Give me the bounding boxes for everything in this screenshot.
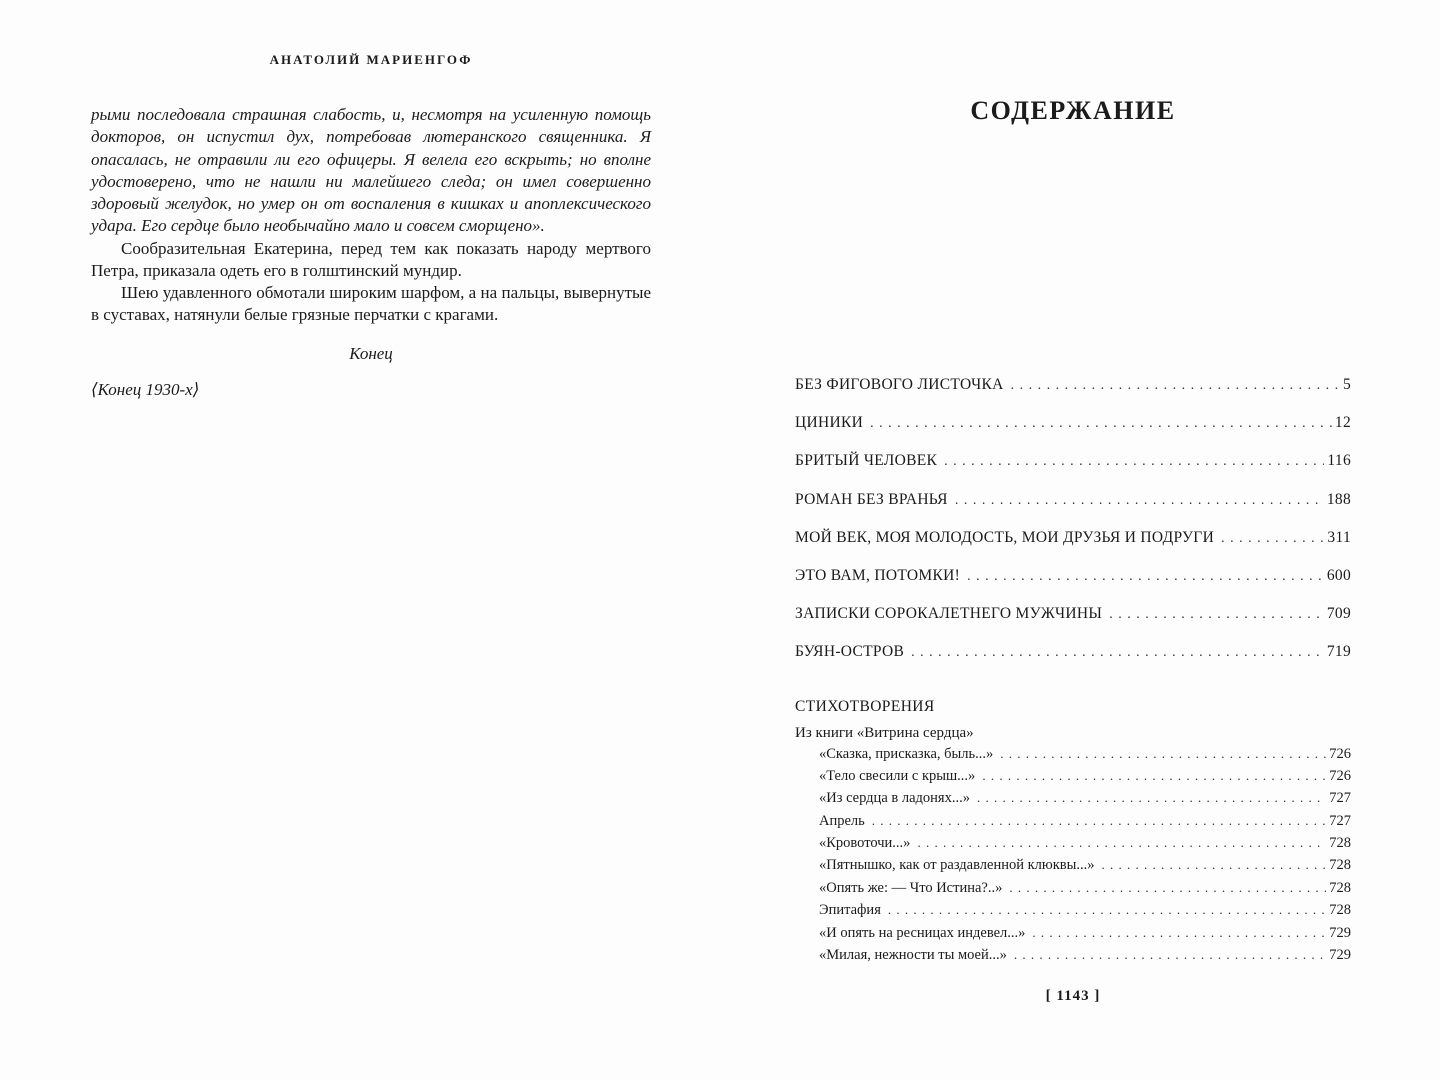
toc-entry-label: «Кровоточи...» xyxy=(819,835,911,852)
toc-entry-label: «Пятнышко, как от раздавленной клюквы...» xyxy=(819,857,1095,874)
paragraph: Сообразительная Екатерина, перед тем как показать народу мертвого Петра, приказала одеть его в голштинский мундир. xyxy=(91,238,651,280)
toc-entry-page: 729 xyxy=(1329,947,1351,964)
toc-entry xyxy=(819,790,1351,812)
paragraph: Шею удавленного обмотали широким шарфом, а на пальцы, вывернутые в суставах, натянули белые грязные перчатки с крагами. xyxy=(91,283,651,325)
right-page xyxy=(795,96,1351,969)
toc-entry-label: «Тело свесили с крыш...» xyxy=(819,767,976,784)
toc-entry-label: РОМАН БЕЗ ВРАНЬЯ xyxy=(795,490,948,508)
toc-leader-dots xyxy=(982,768,1326,785)
toc-entry-label: Эпитафия xyxy=(819,902,881,919)
toc-leader-dots xyxy=(967,567,1324,585)
toc-leader-dots xyxy=(1000,746,1326,763)
toc-entry xyxy=(819,947,1351,969)
left-page-body xyxy=(91,104,651,327)
poems-section-label: СТИХОТВОРЕНИЯ xyxy=(795,697,935,715)
toc-leader-dots xyxy=(1011,376,1340,394)
toc-entry-page: 311 xyxy=(1327,528,1351,546)
toc-leader-dots xyxy=(872,813,1326,830)
toc-entry-page: 728 xyxy=(1329,879,1351,896)
toc-main-list xyxy=(795,376,1351,682)
toc-leader-dots xyxy=(955,491,1324,509)
toc-entry-page: 5 xyxy=(1342,376,1351,393)
toc-entry-label: БРИТЫЙ ЧЕЛОВЕК xyxy=(795,452,938,470)
toc-entry xyxy=(795,452,1351,490)
toc-entry xyxy=(795,567,1351,605)
toc-entry xyxy=(795,491,1351,529)
toc-entry-page: 600 xyxy=(1326,566,1351,584)
toc-entry-label: «Сказка, присказка, быль...» xyxy=(819,745,994,762)
toc-entry-page: 709 xyxy=(1326,605,1351,623)
toc-entry-page: 728 xyxy=(1329,857,1351,874)
toc-leader-dots xyxy=(888,902,1326,919)
page-folio: [ 1143 ] xyxy=(1045,988,1101,1004)
toc-entry xyxy=(819,746,1351,768)
toc-entry xyxy=(819,835,1351,857)
toc-entry-page: 188 xyxy=(1326,490,1351,508)
paragraph: рыми последовала страшная слабость, и, несмотря на усиленную помощь докторов, он испустил дух, потребовав лютеранского священника. Я опасалась, не отравили ли его офицеры. Я велела его вскрыть; но вполне удостоверено, что не нашли ни малейшего следа; он имел совершенно здоровый желудок, но умер он от воспаления в кишках и апоплексического удара. Его сердце было необычайно мало и совсем сморщено». xyxy=(91,105,651,236)
toc-leader-dots xyxy=(1032,925,1326,942)
toc-entry-label: ЗАПИСКИ СОРОКАЛЕТНЕГО МУЖЧИНЫ xyxy=(795,605,1103,623)
toc-entry-label: «Милая, нежности ты моей...» xyxy=(819,947,1007,964)
toc-entry xyxy=(795,643,1351,681)
toc-entry xyxy=(819,857,1351,879)
toc-entry xyxy=(795,376,1351,414)
poems-book-label: Из книги «Витрина сердца» xyxy=(795,724,974,741)
toc-leader-dots xyxy=(1101,857,1326,874)
toc-entry-label: ЭТО ВАМ, ПОТОМКИ! xyxy=(795,566,961,584)
toc-entry xyxy=(819,768,1351,790)
toc-entry xyxy=(795,605,1351,643)
toc-leader-dots xyxy=(870,414,1332,432)
toc-entry-label: «И опять на ресницах индевел...» xyxy=(819,924,1026,941)
toc-entry-page: 728 xyxy=(1329,835,1351,852)
toc-entry-page: 726 xyxy=(1329,767,1351,784)
toc-entry-page: 116 xyxy=(1327,452,1351,470)
left-page xyxy=(91,52,651,400)
date-note: ⟨Конец 1930-х⟩ xyxy=(91,379,200,399)
toc-entry-page: 729 xyxy=(1329,924,1351,941)
toc-leader-dots xyxy=(1109,605,1324,623)
toc-entry-label: Апрель xyxy=(819,812,865,829)
toc-entry-page: 727 xyxy=(1329,790,1351,807)
toc-entry xyxy=(795,414,1351,452)
toc-entry xyxy=(819,902,1351,924)
toc-entry-label: «Из сердца в ладонях...» xyxy=(819,790,970,807)
toc-entry-page: 719 xyxy=(1326,643,1351,661)
toc-title: СОДЕРЖАНИЕ xyxy=(970,96,1176,125)
toc-entry-page: 12 xyxy=(1334,414,1351,432)
toc-entry-label: БЕЗ ФИГОВОГО ЛИСТОЧКА xyxy=(795,376,1004,393)
toc-leader-dots xyxy=(1221,529,1324,547)
toc-entry xyxy=(819,925,1351,947)
toc-entry xyxy=(819,813,1351,835)
toc-entry-label: БУЯН-ОСТРОВ xyxy=(795,643,905,661)
toc-leader-dots xyxy=(977,790,1326,807)
toc-entry-page: 727 xyxy=(1329,812,1351,829)
end-label: Конец xyxy=(349,343,393,363)
toc-entry-label: МОЙ ВЕК, МОЯ МОЛОДОСТЬ, МОИ ДРУЗЬЯ И ПОДРУГИ xyxy=(795,528,1215,546)
toc-entry xyxy=(819,880,1351,902)
toc-entry-label: ЦИНИКИ xyxy=(795,414,864,432)
toc-leader-dots xyxy=(1009,880,1326,897)
toc-entry xyxy=(795,529,1351,567)
running-head-author: АНАТОЛИЙ МАРИЕНГОФ xyxy=(269,52,473,67)
toc-leader-dots xyxy=(911,643,1324,661)
toc-entry-label: «Опять же: — Что Истина?..» xyxy=(819,879,1003,896)
toc-leader-dots xyxy=(917,835,1326,852)
toc-leader-dots xyxy=(944,452,1324,470)
toc-leader-dots xyxy=(1014,947,1326,964)
toc-entry-page: 726 xyxy=(1329,745,1351,762)
toc-entry-page: 728 xyxy=(1329,902,1351,919)
toc-poems-list xyxy=(819,746,1351,970)
